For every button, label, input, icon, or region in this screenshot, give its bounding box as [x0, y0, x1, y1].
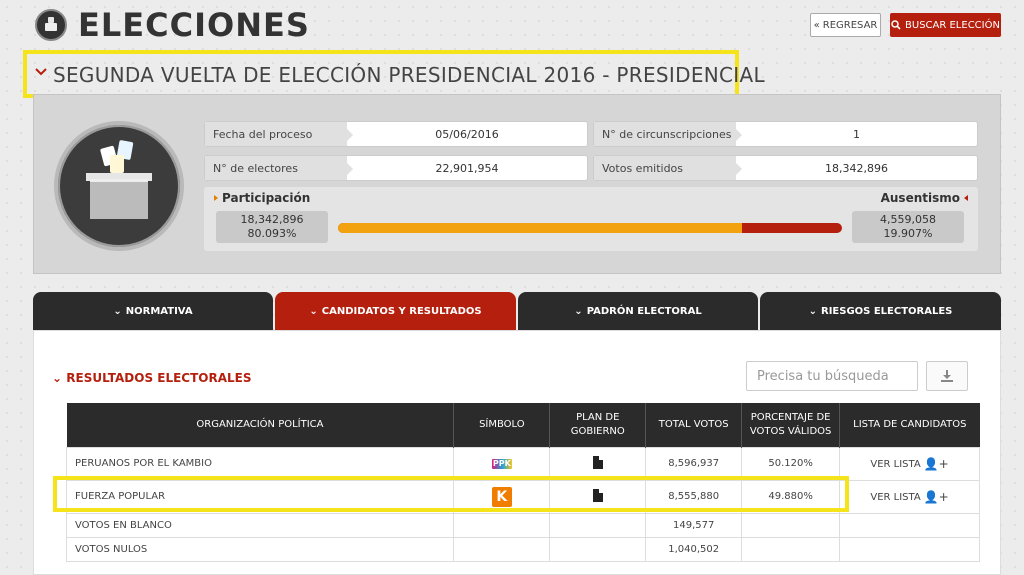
candidate-list-cell[interactable]: [840, 480, 980, 513]
ver-lista-link[interactable]: VER LISTA: [870, 458, 921, 470]
search-election-label: BUSCAR ELECCIÓN: [905, 19, 1000, 31]
party-symbol: [454, 480, 550, 513]
results-content: [33, 330, 1001, 575]
fecha-label: Fecha del proceso: [205, 122, 347, 146]
candidate-list-cell[interactable]: [840, 447, 980, 480]
fuerza-popular-logo-icon: K: [492, 487, 512, 507]
search-icon: [891, 20, 901, 30]
participation-votes: 18,342,896: [240, 213, 304, 226]
valid-pct: 49.880%: [742, 480, 840, 513]
total-votes: 1,040,502: [646, 537, 742, 561]
votos-value: 18,342,896: [825, 161, 888, 175]
field-electores: [204, 155, 588, 181]
tab-padron-electoral[interactable]: [518, 292, 758, 330]
table-row: [67, 537, 980, 561]
field-votos-emitidos: [593, 155, 978, 181]
search-input[interactable]: [746, 361, 918, 391]
tab-candidatos-resultados[interactable]: [275, 292, 516, 330]
plan-cell: [550, 447, 646, 480]
column-header: SÍMBOLO: [454, 403, 550, 447]
chevron-down-icon: ⌄: [574, 305, 583, 317]
participation-stat: [216, 211, 328, 243]
results-section-title[interactable]: [52, 371, 252, 385]
participation-progress-bar: [338, 223, 842, 233]
participation-progress-fill: [338, 223, 742, 233]
results-table: [66, 403, 980, 562]
column-header: ORGANIZACIÓN POLÍTICA: [67, 403, 454, 447]
chevron-down-icon: [35, 67, 47, 77]
plan-cell: [550, 480, 646, 513]
electores-value: 22,901,954: [435, 161, 499, 175]
absenteeism-title: Ausentismo: [880, 191, 960, 205]
table-row: [67, 480, 980, 513]
total-votes: 8,596,937: [646, 447, 742, 480]
chevron-down-icon: ⌄: [309, 305, 318, 317]
party-symbol: [454, 447, 550, 480]
download-button[interactable]: [926, 361, 968, 391]
participation-pct: 80.093%: [247, 227, 297, 240]
circ-label: N° de circunscripciones: [594, 122, 736, 146]
fecha-value: 05/06/2016: [435, 127, 499, 141]
absenteeism-votes: 4,559,058: [880, 213, 936, 226]
tab-label: NORMATIVA: [125, 305, 193, 317]
chevron-down-icon: ⌄: [113, 305, 122, 317]
header: [0, 0, 1024, 52]
column-header: LISTA DE CANDIDATOS: [840, 403, 980, 447]
participation-box: [204, 187, 978, 251]
column-header: PORCENTAJE DE VOTOS VÁLIDOS: [742, 403, 840, 447]
back-button[interactable]: [810, 13, 881, 37]
valid-pct: 50.120%: [742, 447, 840, 480]
org-name: VOTOS NULOS: [67, 537, 454, 561]
tab-normativa[interactable]: [33, 292, 273, 330]
tab-riesgos-electorales[interactable]: [760, 292, 1001, 330]
double-chevron-left-icon: «: [813, 19, 820, 31]
search-election-button[interactable]: [890, 13, 1001, 37]
election-title: SEGUNDA VUELTA DE ELECCIÓN PRESIDENCIAL 2016 - PRESIDENCIAL: [53, 63, 765, 87]
absenteeism-stat: [852, 211, 964, 243]
table-row: [67, 447, 980, 480]
election-title-box[interactable]: [23, 50, 765, 98]
table-row: [67, 513, 980, 537]
section-tabs: [33, 292, 1001, 330]
column-header: TOTAL VOTOS: [646, 403, 742, 447]
org-name: PERUANOS POR EL KAMBIO: [67, 447, 454, 480]
circ-value: 1: [853, 127, 860, 141]
org-name: FUERZA POPULAR: [67, 480, 454, 513]
election-summary-panel: [33, 94, 1001, 274]
field-circunscripciones: [593, 121, 978, 147]
chevron-down-icon: ⌄: [808, 305, 817, 317]
app-title: ELECCIONES: [78, 6, 310, 44]
download-icon: [940, 369, 954, 383]
total-votes: 8,555,880: [646, 480, 742, 513]
ballot-urn-icon: [54, 121, 184, 251]
table-header-row: [67, 403, 980, 447]
electores-label: N° de electores: [205, 156, 347, 180]
total-votes: 149,577: [646, 513, 742, 537]
org-name: VOTOS EN BLANCO: [67, 513, 454, 537]
chevron-down-icon: ⌄: [52, 371, 63, 385]
document-icon[interactable]: [593, 489, 603, 502]
tab-label: PADRÓN ELECTORAL: [586, 305, 702, 317]
add-user-icon[interactable]: 👤+: [923, 456, 949, 471]
column-header: PLAN DE GOBIERNO: [550, 403, 646, 447]
ballot-box-logo-icon: [35, 9, 67, 41]
ppk-logo-icon: PPK: [492, 459, 511, 468]
participation-title: Participación: [222, 191, 311, 205]
ver-lista-link[interactable]: VER LISTA: [870, 491, 921, 503]
add-user-icon[interactable]: 👤+: [923, 489, 949, 504]
results-section-label: RESULTADOS ELECTORALES: [66, 371, 252, 385]
votos-label: Votos emitidos: [594, 156, 736, 180]
back-button-label: REGRESAR: [822, 19, 878, 31]
absenteeism-pct: 19.907%: [883, 227, 933, 240]
document-icon[interactable]: [593, 456, 603, 469]
tab-label: CANDIDATOS Y RESULTADOS: [321, 305, 482, 317]
tab-label: RIESGOS ELECTORALES: [821, 305, 953, 317]
field-fecha: [204, 121, 588, 147]
